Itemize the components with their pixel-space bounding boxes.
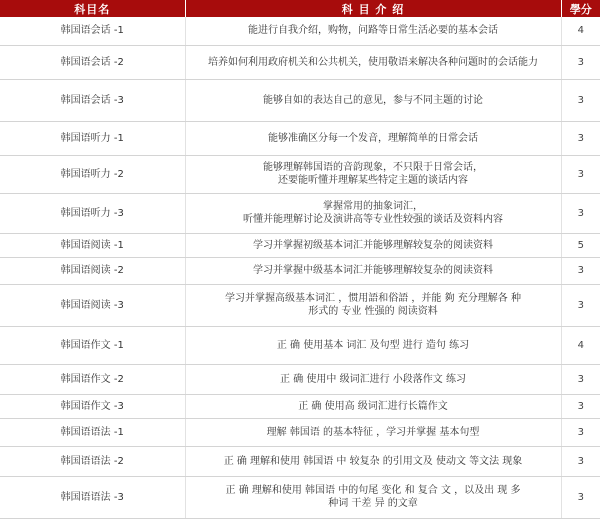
description-line: 正 确 使用高 级词汇进行长篇作文 bbox=[298, 400, 448, 412]
course-description bbox=[185, 233, 561, 257]
table-row bbox=[0, 193, 600, 233]
course-credits: 3 bbox=[561, 155, 600, 193]
description-line: 形式的 专业 性强的 阅读资料 bbox=[308, 306, 438, 317]
course-credits: 3 bbox=[561, 364, 600, 394]
description-line: 种词 干差 异 的文章 bbox=[328, 498, 418, 509]
description-line: 正 确 理解和使用 韩国语 中 较复杂 的引用文及 使动文 等文法 现象 bbox=[223, 455, 523, 467]
course-name: 韩国语会话 -1 bbox=[0, 17, 185, 45]
course-name: 韩国语会话 -2 bbox=[0, 45, 185, 79]
course-credits: 3 bbox=[561, 45, 600, 79]
course-credits: 3 bbox=[561, 418, 600, 446]
course-description bbox=[185, 155, 561, 193]
description-line: 掌握常用的抽象词汇， bbox=[323, 201, 423, 212]
header-course-name: 科目名 bbox=[0, 0, 185, 17]
header-course-description: 科 目 介 绍 bbox=[185, 0, 561, 17]
course-credits: 3 bbox=[561, 446, 600, 476]
course-description bbox=[185, 326, 561, 364]
course-name: 韩国语语法 -2 bbox=[0, 446, 185, 476]
table-row bbox=[0, 476, 600, 518]
course-description bbox=[185, 121, 561, 155]
table-row bbox=[0, 233, 600, 257]
table-row bbox=[0, 79, 600, 121]
course-name: 韩国语作文 -2 bbox=[0, 364, 185, 394]
description-line: 能进行自我介绍，购物，问路等日常生活必要的基本会话 bbox=[248, 25, 498, 37]
description-line: 听懂并能理解讨论及演讲高等专业性较强的谈话及资料内容 bbox=[243, 214, 503, 225]
course-credits: 3 bbox=[561, 257, 600, 284]
table-row bbox=[0, 155, 600, 193]
course-credits: 5 bbox=[561, 233, 600, 257]
table-row bbox=[0, 446, 600, 476]
course-name: 韩国语阅读 -3 bbox=[0, 284, 185, 326]
course-credits: 3 bbox=[561, 476, 600, 518]
table-header-row bbox=[0, 0, 600, 17]
description-line: 学习并掌握高级基本词汇 ，惯用語和俗語 ，并能 夠 充分理解各 种 bbox=[225, 293, 521, 304]
course-credits: 3 bbox=[561, 79, 600, 121]
course-name: 韩国语听力 -1 bbox=[0, 121, 185, 155]
course-name: 韩国语听力 -2 bbox=[0, 155, 185, 193]
description-line: 正 确 使用中 级词汇进行 小段落作文 练习 bbox=[280, 373, 466, 385]
description-line: 正 确 使用基本 词汇 及句型 进行 造句 练习 bbox=[276, 339, 470, 351]
course-name: 韩国语阅读 -1 bbox=[0, 233, 185, 257]
description-line: 能够自如的表达自己的意见，参与不同主题的讨论 bbox=[263, 94, 483, 106]
course-description bbox=[185, 476, 561, 518]
course-name: 韩国语语法 -1 bbox=[0, 418, 185, 446]
table-row bbox=[0, 284, 600, 326]
table-row bbox=[0, 394, 600, 418]
course-description bbox=[185, 257, 561, 284]
description-line: 还要能听懂并理解某些特定主题的谈话内容 bbox=[278, 175, 468, 186]
table-row bbox=[0, 326, 600, 364]
course-credits: 3 bbox=[561, 193, 600, 233]
course-description bbox=[185, 284, 561, 326]
course-description bbox=[185, 17, 561, 45]
course-name: 韩国语听力 -3 bbox=[0, 193, 185, 233]
header-credits: 學分 bbox=[561, 0, 600, 17]
course-credits: 3 bbox=[561, 121, 600, 155]
description-line: 能够准确区分每一个发音，理解简单的日常会话 bbox=[268, 132, 478, 144]
table-row bbox=[0, 257, 600, 284]
course-description bbox=[185, 418, 561, 446]
description-line: 能够理解韩国语的音韵现象，不只限于日常会话， bbox=[263, 162, 483, 173]
description-line: 正 确 理解和使用 韩国语 中的句尾 变化 和 复合 文 ，以及出 现 多 bbox=[225, 485, 521, 496]
course-credits: 3 bbox=[561, 394, 600, 418]
course-credits: 4 bbox=[561, 17, 600, 45]
table-row bbox=[0, 364, 600, 394]
description-line: 学习并掌握中级基本词汇并能够理解较复杂的阅读资料 bbox=[253, 265, 493, 276]
course-description bbox=[185, 446, 561, 476]
description-line: 学习并掌握初级基本词汇并能够理解较复杂的阅读资料 bbox=[253, 239, 493, 251]
course-description bbox=[185, 364, 561, 394]
course-credits: 4 bbox=[561, 326, 600, 364]
description-line: 培养如何利用政府机关和公共机关，使用敬语来解决各种问题时的会话能力 bbox=[208, 56, 538, 68]
course-description bbox=[185, 79, 561, 121]
table-row bbox=[0, 17, 600, 45]
course-description bbox=[185, 193, 561, 233]
course-credits: 3 bbox=[561, 284, 600, 326]
course-name: 韩国语作文 -1 bbox=[0, 326, 185, 364]
course-description bbox=[185, 45, 561, 79]
course-name: 韩国语会话 -3 bbox=[0, 79, 185, 121]
table-row bbox=[0, 418, 600, 446]
table-row bbox=[0, 45, 600, 79]
table-row bbox=[0, 121, 600, 155]
course-name: 韩国语语法 -3 bbox=[0, 476, 185, 518]
course-name: 韩国语阅读 -2 bbox=[0, 257, 185, 284]
description-line: 理解 韩国语 的基本特征 ，学习并掌握 基本句型 bbox=[266, 426, 480, 438]
table-body bbox=[0, 17, 600, 518]
course-name: 韩国语作文 -3 bbox=[0, 394, 185, 418]
course-description bbox=[185, 394, 561, 418]
